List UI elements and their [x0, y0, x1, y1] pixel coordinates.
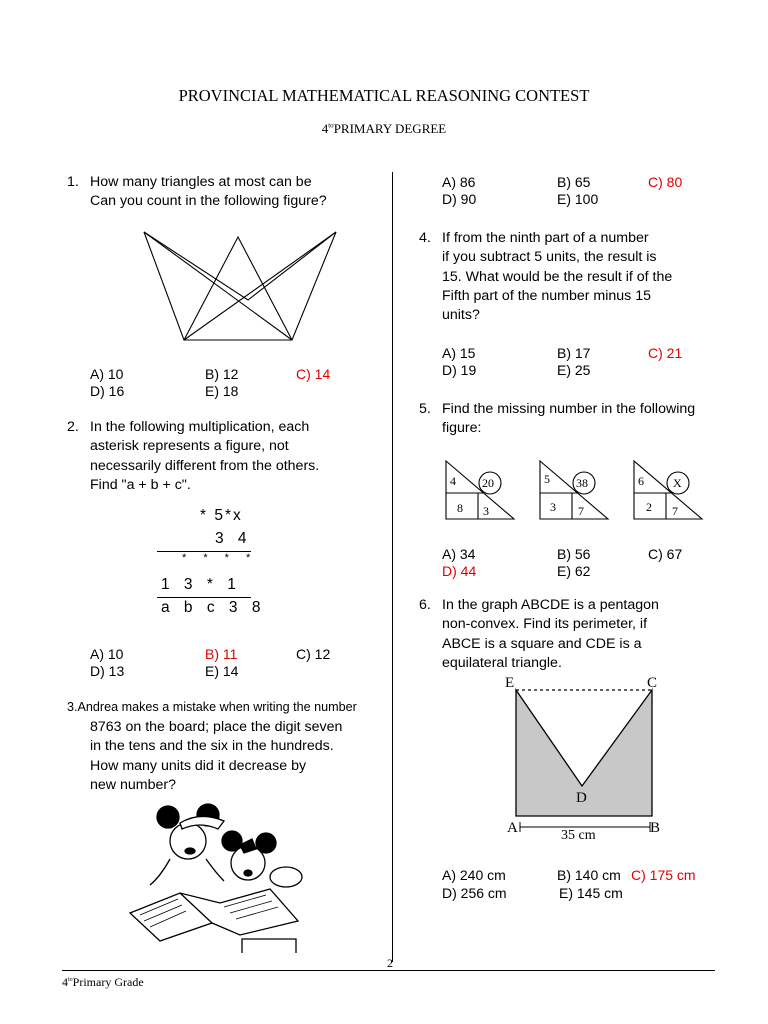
footer-grade-text: Primary Grade: [72, 975, 144, 989]
q2-answer-d[interactable]: D) 13: [90, 663, 125, 679]
grade-number: 4: [321, 121, 329, 136]
question-6-number: 6.: [419, 597, 431, 613]
q5-fig1-top-left: 4: [450, 474, 456, 488]
question-3-line-2: 8763 on the board; place the digit seven: [90, 719, 343, 735]
question-5-number: 5.: [419, 401, 431, 417]
q6-answer-b[interactable]: B) 140 cm: [557, 867, 621, 883]
q6-answer-a[interactable]: A) 240 cm: [442, 867, 506, 883]
page-number: 2: [387, 956, 393, 970]
page-subtitle: [0, 121, 768, 137]
question-3-line-1: 3.Andrea makes a mistake when writing the number: [67, 700, 357, 714]
grade-suffix: to: [328, 121, 334, 130]
q1-answer-b[interactable]: B) 12: [205, 366, 239, 382]
question-2-line-1: In the following multiplication, each: [90, 419, 310, 435]
q3-answer-a[interactable]: A) 86: [442, 174, 476, 190]
q5-fig3-bottom-right: 7: [672, 504, 678, 518]
book-shape: [130, 889, 298, 941]
q5-fig2-circle: 38: [576, 476, 588, 490]
question-4-line-4: Fifth part of the number minus 15: [442, 287, 651, 304]
q6-answer-c-correct[interactable]: C) 175 cm: [631, 867, 696, 883]
q5-fig1-circle: 20: [482, 476, 494, 490]
q5-figure-1: [446, 461, 514, 519]
question-1: [67, 173, 362, 212]
q5-fig1-bottom-right: 3: [483, 504, 489, 518]
q5-answer-b[interactable]: B) 56: [557, 546, 591, 562]
q5-fig3-top-left: 6: [638, 474, 644, 488]
footer-rule: [62, 970, 715, 971]
q5-figure-2: [540, 461, 608, 519]
q1-diagonal-2: [144, 232, 292, 340]
q1-answer-c-correct[interactable]: C) 14: [296, 366, 331, 382]
question-6: [419, 596, 709, 673]
q3-answer-d[interactable]: D) 90: [442, 191, 477, 207]
q1-answer-d[interactable]: D) 16: [90, 383, 125, 399]
mult-row-1: * 5*x: [200, 507, 243, 524]
question-6-line-4: equilateral triangle.: [442, 654, 562, 671]
vertex-c-label: C: [647, 675, 658, 691]
question-6-line-3: ABCE is a square and CDE is a: [442, 635, 642, 652]
question-2-line-3: necessarily different from the others.: [90, 457, 320, 474]
question-4: [419, 229, 733, 325]
question-5-line-2: figure:: [442, 420, 482, 437]
q6-pentagon-figure: [500, 670, 700, 845]
q5-fig2-bottom-right: 7: [578, 504, 584, 518]
mouse-1-cap: [180, 816, 224, 829]
q4-answer-a[interactable]: A) 15: [442, 345, 476, 361]
mouse-2-ear-left: [222, 831, 242, 851]
question-1-line-2: Can you count in the following figure?: [90, 193, 327, 210]
side-length-label: 35 cm: [561, 828, 596, 843]
q5-fig2-top-left: 5: [544, 472, 550, 486]
q6-answer-e[interactable]: E) 145 cm: [559, 885, 623, 901]
mult-rule-2: [157, 597, 251, 598]
question-2-number: 2.: [67, 419, 79, 435]
q3-answer-c-correct[interactable]: C) 80: [648, 174, 683, 190]
q2-answer-a[interactable]: A) 10: [90, 646, 124, 662]
q4-answer-b[interactable]: B) 17: [557, 345, 591, 361]
mouse-2-ear-right: [256, 833, 276, 853]
q3-answer-e[interactable]: E) 100: [557, 191, 599, 207]
q5-fig3-bottom-left: 2: [646, 500, 652, 514]
q5-answer-e[interactable]: E) 62: [557, 563, 591, 579]
q3-answer-b[interactable]: B) 65: [557, 174, 591, 190]
footer-grade: [62, 975, 144, 990]
column-divider: [392, 172, 393, 962]
mult-row-3: * * * *: [182, 552, 258, 564]
mouse-2-nose: [244, 870, 252, 876]
q4-answer-c-correct[interactable]: C) 21: [648, 345, 683, 361]
question-3-line-5: new number?: [90, 776, 176, 793]
mouse-1-arms: [150, 859, 224, 885]
q5-answer-c[interactable]: C) 67: [648, 546, 683, 562]
vertex-b-label: B: [650, 820, 661, 836]
mult-row-5: a b c 3 8: [161, 599, 266, 616]
q5-fig3-circle: X: [673, 476, 682, 490]
q5-answer-d-correct[interactable]: D) 44: [442, 563, 477, 579]
vertex-d-label: D: [576, 790, 587, 806]
question-4-line-5: units?: [442, 307, 480, 324]
vertex-e-label: E: [505, 675, 515, 691]
footer-grade-number: 4: [62, 975, 68, 989]
q5-fig2-bottom-left: 3: [550, 500, 556, 514]
question-1-number: 1.: [67, 174, 79, 190]
question-5-line-1: Find the missing number in the following: [442, 401, 696, 417]
mouse-1-ear-left: [157, 806, 179, 828]
q4-answer-e[interactable]: E) 25: [557, 362, 591, 378]
q1-inner-v: [144, 232, 336, 300]
grade-text: PRIMARY DEGREE: [333, 121, 447, 136]
question-4-line-1: If from the ninth part of a number: [442, 230, 649, 246]
q5-answer-a[interactable]: A) 34: [442, 546, 476, 562]
question-5: [419, 400, 748, 439]
cartoon-mice-reading-book-icon: [120, 803, 310, 955]
footer-grade-suffix: to: [68, 977, 73, 983]
mult-row-2: 3 4: [215, 530, 252, 547]
q2-answer-e[interactable]: E) 14: [205, 663, 239, 679]
page-title: PROVINCIAL MATHEMATICAL REASONING CONTEST: [178, 86, 590, 105]
q1-answer-e[interactable]: E) 18: [205, 383, 239, 399]
q1-answer-a[interactable]: A) 10: [90, 366, 124, 382]
vertex-a-label: A: [507, 820, 518, 836]
q4-answer-d[interactable]: D) 19: [442, 362, 477, 378]
mouse-1-nose: [185, 848, 195, 854]
question-6-line-2: non-convex. Find its perimeter, if: [442, 616, 648, 633]
q5-figure-3: [634, 461, 702, 519]
q1-triangle-figure: [140, 228, 345, 346]
question-1-line-1: How many triangles at most can be: [90, 174, 312, 190]
q1-inner-triangle: [184, 237, 292, 340]
mult-row-4: 1 3 * 1: [161, 576, 241, 593]
question-4-number: 4.: [419, 230, 431, 246]
q1-diagonal-1: [184, 232, 336, 340]
question-2-line-4: Find "a + b + c".: [90, 476, 191, 493]
q5-fig1-bottom-left: 8: [457, 501, 463, 515]
chair: [242, 939, 296, 953]
question-2-line-2: asterisk represents a figure, not: [90, 438, 289, 455]
question-2: [67, 418, 356, 495]
mouse-2-shoe: [270, 867, 302, 887]
question-3-line-3: in the tens and the six in the hundreds.: [90, 738, 334, 755]
question-3: [90, 718, 382, 795]
q6-answer-d[interactable]: D) 256 cm: [442, 885, 507, 901]
question-4-line-2: if you subtract 5 units, the result is: [442, 249, 657, 266]
q5-figures: [444, 457, 740, 525]
q1-outer-shape: [144, 232, 336, 340]
q2-answer-b-correct[interactable]: B) 11: [205, 646, 238, 662]
q2-answer-c[interactable]: C) 12: [296, 646, 331, 662]
question-4-line-3: 15. What would be the result if of the: [442, 268, 673, 285]
question-3-line-4: How many units did it decrease by: [90, 757, 307, 774]
question-6-line-1: In the graph ABCDE is a pentagon: [442, 597, 659, 613]
